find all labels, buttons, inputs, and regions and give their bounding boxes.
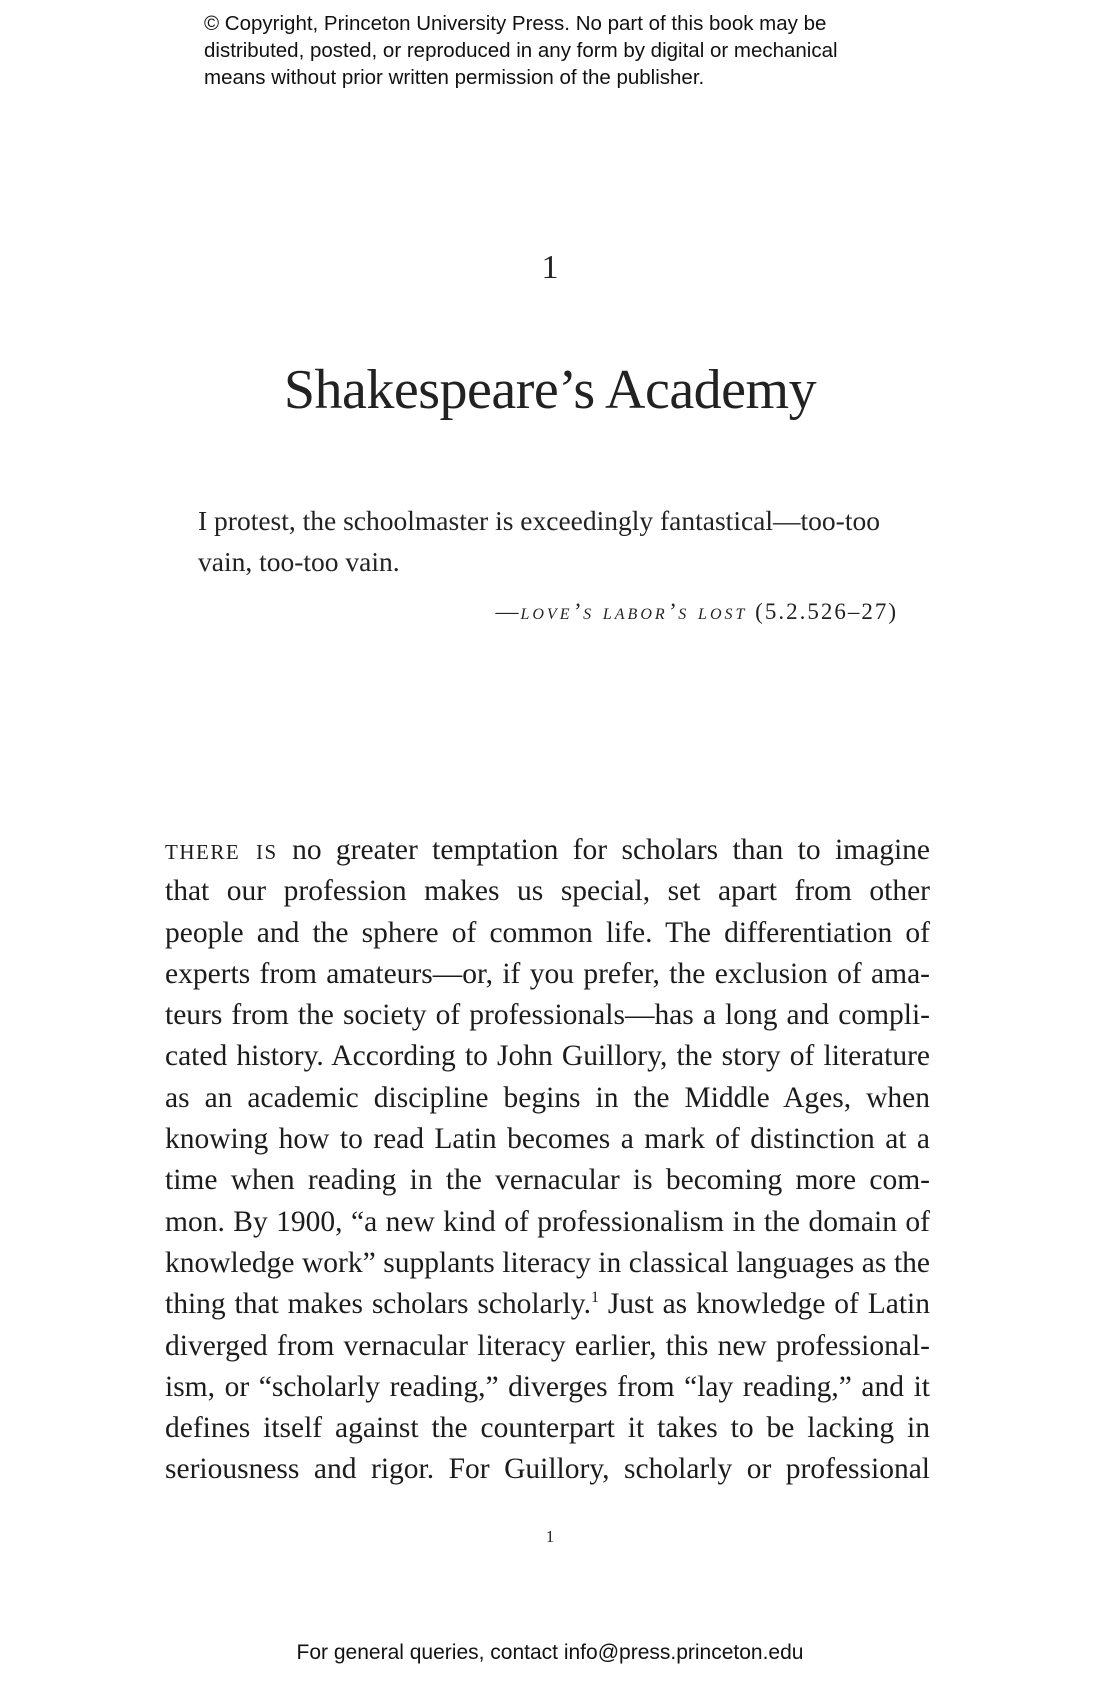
lead-in-smallcaps: there is — [165, 834, 278, 866]
body-paragraph — [165, 830, 930, 1491]
epigraph-work-title: love’s labor’s lost — [520, 599, 748, 624]
chapter-number: 1 — [541, 249, 559, 286]
footnote-marker[interactable]: 1 — [590, 1289, 599, 1307]
body-line: knowledge work” supplants literacy in classical languages as the — [165, 1246, 930, 1279]
body-line: teurs from the society of professionals—has a long and compli- — [165, 999, 930, 1032]
body-line: people and the sphere of common life. The differentiation of — [165, 916, 930, 949]
copyright-notice — [204, 10, 924, 91]
body-line — [165, 830, 930, 871]
epigraph-citation: (5.2.526–27) — [747, 599, 898, 624]
epigraph-dash: — — [495, 599, 521, 624]
epigraph — [198, 500, 918, 582]
footnote-line-after: Just as knowledge of Latin — [598, 1288, 930, 1321]
page-number: 1 — [545, 1527, 555, 1546]
body-line: seriousness and rigor. For Guillory, scholarly or professional — [165, 1453, 930, 1486]
epigraph-line: vain, too-too vain. — [198, 546, 400, 577]
chapter-title: Shakespeare’s Academy — [283, 359, 817, 421]
body-line: knowing how to read Latin becomes a mark of distinction at a — [165, 1123, 930, 1156]
lead-in-rest: no greater temptation for scholars than to imagine — [277, 834, 931, 866]
footer-contact: For general queries, contact info@press.princeton.edu — [296, 1641, 804, 1664]
copyright-line: means without prior written permission of the publisher. — [204, 66, 705, 89]
body-line: ism, or “scholarly reading,” diverges from “lay reading,” and it — [165, 1370, 930, 1403]
body-line: cated history. According to John Guillory, the story of literature — [165, 1040, 930, 1073]
body-line: mon. By 1900, “a new kind of professionalism in the domain of — [165, 1205, 930, 1238]
body-line: experts from amateurs—or, if you prefer, the exclusion of ama- — [165, 957, 930, 990]
copyright-line: distributed, posted, or reproduced in any form by digital or mechanical — [204, 39, 838, 62]
body-line — [165, 1284, 930, 1325]
body-line: time when reading in the vernacular is becoming more com- — [165, 1164, 930, 1197]
body-line: diverged from vernacular literacy earlier, this new professional- — [165, 1329, 930, 1362]
copyright-line: © Copyright, Princeton University Press. No part of this book may be — [204, 12, 827, 35]
body-line: that our profession makes us special, set apart from other — [165, 875, 930, 908]
footnote-line-before: thing that makes scholars scholarly. — [165, 1288, 591, 1321]
body-line: as an academic discipline begins in the Middle Ages, when — [165, 1081, 930, 1114]
epigraph-source — [198, 592, 898, 632]
body-line: defines itself against the counterpart it takes to be lacking in — [165, 1412, 930, 1445]
epigraph-line: I protest, the schoolmaster is exceedingly fantastical—too-too — [198, 505, 880, 536]
